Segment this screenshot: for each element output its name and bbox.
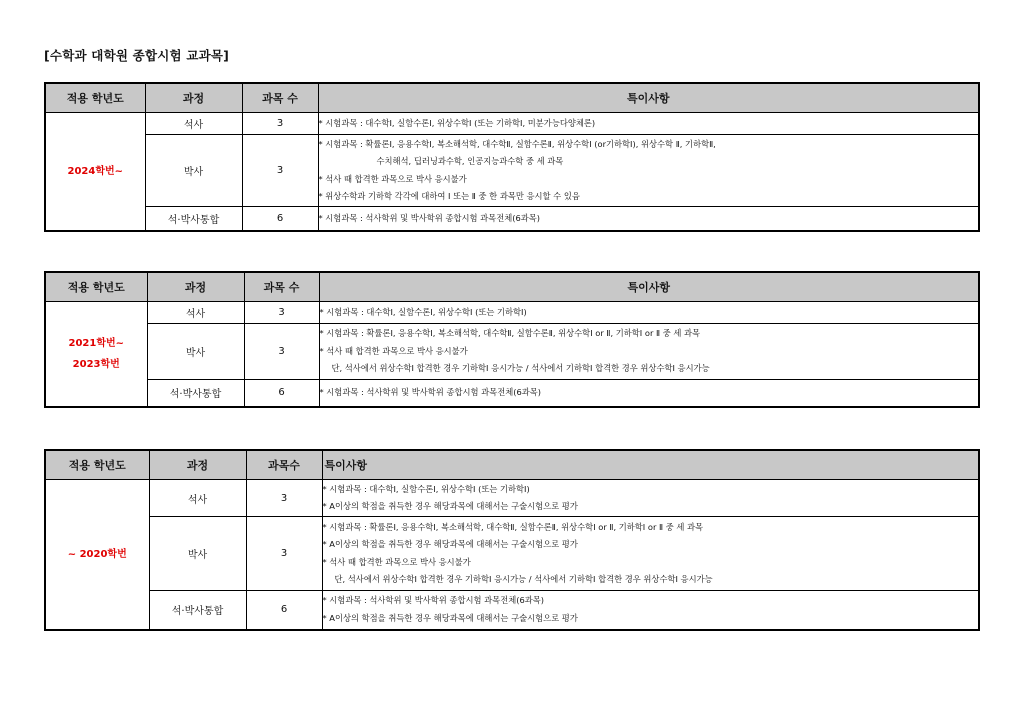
note-line: * 시험과목 : 확률론Ⅰ, 응용수학Ⅰ, 복소해석학, 대수학Ⅱ, 실함수론Ⅱ, 위상수학Ⅰ or Ⅱ, 기하학Ⅰ or Ⅱ 중 세 과목 [322, 521, 704, 532]
count-cell: 3 [242, 113, 318, 135]
course-cell: 석사 [149, 480, 246, 517]
notes-cell [318, 207, 979, 231]
course-cell: 석사 [145, 113, 242, 135]
count-cell: 6 [244, 380, 319, 407]
note-line: * A이상의 학점을 취득한 경우 해당과목에 대해서는 구술시험으로 평가 [322, 539, 578, 549]
course-cell: 박사 [145, 135, 242, 207]
table-row [45, 324, 979, 380]
note-line: * 시험과목 : 대수학Ⅰ, 실함수론Ⅰ, 위상수학Ⅰ (또는 기하학Ⅰ, 미분가능다양체론) [318, 117, 596, 128]
course-cell: 석·박사통합 [147, 380, 244, 407]
note-line: * 위상수학과 기하학 각각에 대하여 Ⅰ 또는 Ⅱ 중 한 과목만 응시할 수 있음 [318, 191, 580, 201]
course-cell: 박사 [147, 324, 244, 380]
note-line: 단, 석사에서 위상수학Ⅰ 합격한 경우 기하학Ⅰ 응시가능 / 석사에서 기하학Ⅰ 합격한 경우 위상수학Ⅰ 응시가능 [331, 363, 710, 374]
note-line: * 시험과목 : 확률론Ⅰ, 응용수학Ⅰ, 복소해석학, 대수학Ⅱ, 실함수론Ⅱ, 위상수학Ⅰ or Ⅱ, 기하학Ⅰ or Ⅱ 중 세 과목 [319, 328, 701, 339]
count-cell: 6 [242, 207, 318, 231]
header-notes: 특이사항 [322, 450, 979, 480]
count-cell: 3 [246, 517, 322, 591]
note-line: * 시험과목 : 확률론Ⅰ, 응용수학Ⅰ, 복소해석학, 대수학Ⅱ, 실함수론Ⅱ, 위상수학Ⅰ (or기하학Ⅰ), 위상수학 Ⅱ, 기하학Ⅱ, [318, 138, 716, 149]
header-notes: 특이사항 [318, 83, 979, 113]
page-title: [수학과 대학원 종합시험 교과목] [44, 48, 230, 63]
course-cell: 석·박사통합 [145, 207, 242, 231]
header-year: 적용 학년도 [45, 83, 145, 113]
count-cell: 3 [244, 302, 319, 324]
notes-cell [322, 591, 979, 630]
course-cell: 박사 [149, 517, 246, 591]
header-course: 과정 [145, 83, 242, 113]
table-row [45, 207, 979, 231]
header-count: 과목수 [246, 450, 322, 480]
year-cell [45, 113, 145, 231]
note-line: * A이상의 학점을 취득한 경우 해당과목에 대해서는 구술시험으로 평가 [322, 501, 578, 511]
year-label: 2024학번~ [67, 165, 124, 177]
note-line: * 석사 때 합격한 과목으로 박사 응시불가 [322, 556, 471, 567]
table-row [45, 135, 979, 207]
table-row [45, 302, 979, 324]
header-count: 과목 수 [244, 272, 319, 302]
table-row [45, 591, 979, 630]
exam-table-2021-2023 [44, 271, 980, 408]
note-line: 단, 석사에서 위상수학Ⅰ 합격한 경우 기하학Ⅰ 응시가능 / 석사에서 기하학Ⅰ 합격한 경우 위상수학Ⅰ 응시가능 [334, 574, 713, 584]
year-label: 2023학번 [72, 358, 120, 370]
note-line: * 시험과목 : 석사학위 및 박사학위 종합시험 과목전체(6과목) [319, 387, 541, 397]
count-cell: 6 [246, 591, 322, 630]
count-cell: 3 [242, 135, 318, 207]
note-line: * 석사 때 합격한 과목으로 박사 응시불가 [318, 173, 467, 184]
note-line: * 시험과목 : 대수학Ⅰ, 실함수론Ⅰ, 위상수학Ⅰ (또는 기하학Ⅰ) [322, 483, 530, 494]
note-line: * 시험과목 : 대수학Ⅰ, 실함수론Ⅰ, 위상수학Ⅰ (또는 기하학Ⅰ) [319, 306, 527, 317]
notes-cell [318, 113, 979, 135]
header-course: 과정 [147, 272, 244, 302]
header-count: 과목 수 [242, 83, 318, 113]
note-line: * 석사 때 합격한 과목으로 박사 응시불가 [319, 345, 468, 356]
note-line: * 시험과목 : 석사학위 및 박사학위 종합시험 과목전체(6과목) [318, 212, 540, 223]
note-line: 수치해석, 딥러닝과수학, 인공지능과수학 중 세 과목 [376, 156, 564, 166]
notes-cell [322, 517, 979, 591]
header-notes: 특이사항 [319, 272, 979, 302]
table-row [45, 380, 979, 407]
count-cell: 3 [244, 324, 319, 380]
header-course: 과정 [149, 450, 246, 480]
exam-table-2024 [44, 82, 980, 232]
year-cell [45, 480, 149, 630]
table-row [45, 480, 979, 517]
table-row [45, 517, 979, 591]
notes-cell [319, 324, 979, 380]
note-line: * A이상의 학점을 취득한 경우 해당과목에 대해서는 구술시험으로 평가 [322, 612, 578, 623]
notes-cell [319, 380, 979, 407]
notes-cell [322, 480, 979, 517]
year-label: ~ 2020학번 [67, 548, 127, 560]
course-cell: 석사 [147, 302, 244, 324]
header-year: 적용 학년도 [45, 450, 149, 480]
table-row [45, 113, 979, 135]
header-year: 적용 학년도 [45, 272, 147, 302]
note-line: * 시험과목 : 석사학위 및 박사학위 종합시험 과목전체(6과목) [322, 595, 544, 606]
count-cell: 3 [246, 480, 322, 517]
year-label: 2021학번~ [68, 337, 125, 349]
exam-table-2020 [44, 449, 980, 631]
year-cell [45, 302, 147, 407]
notes-cell [319, 302, 979, 324]
notes-cell [318, 135, 979, 207]
course-cell: 석·박사통합 [149, 591, 246, 630]
